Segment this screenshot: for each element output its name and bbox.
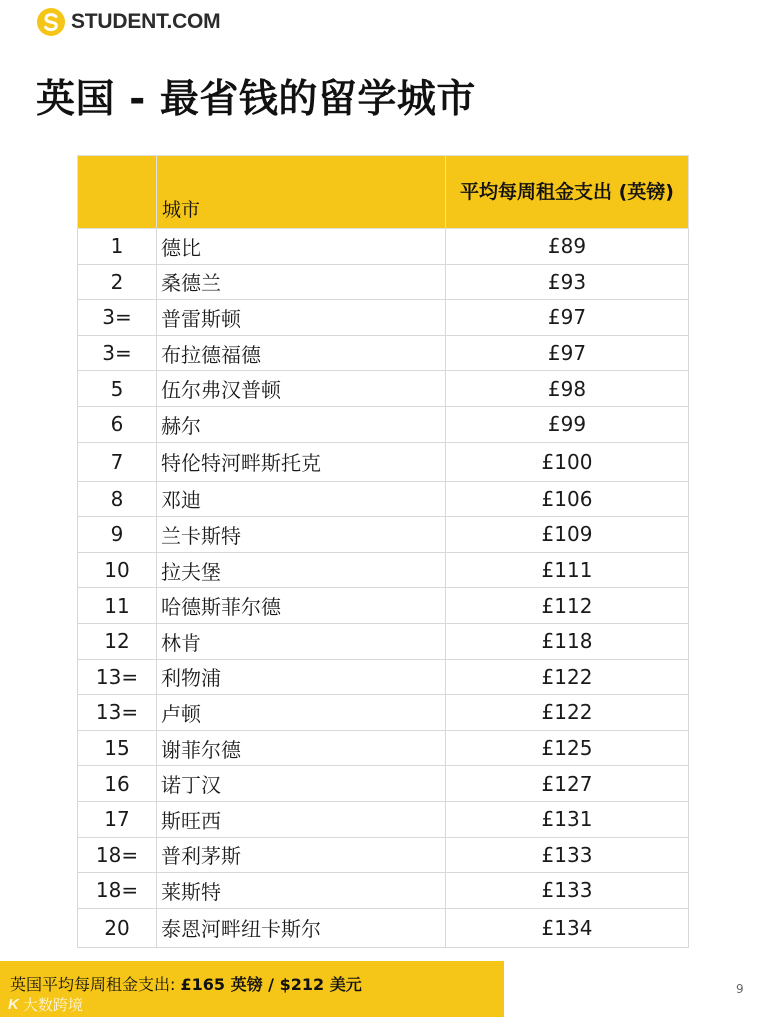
rank-cell: 1 xyxy=(78,229,157,265)
city-cell: 拉夫堡 xyxy=(157,552,446,588)
table-row xyxy=(78,264,689,300)
city-cell: 泰恩河畔纽卡斯尔 xyxy=(157,908,446,947)
rent-cell: £127 xyxy=(446,766,689,802)
table-row xyxy=(78,766,689,802)
watermark-text: 大数跨境 xyxy=(22,996,83,1014)
city-cell: 斯旺西 xyxy=(157,801,446,837)
table-row xyxy=(78,730,689,766)
city-cell: 兰卡斯特 xyxy=(157,517,446,553)
city-cell: 利物浦 xyxy=(157,659,446,695)
brand-name: STUDENT.COM xyxy=(71,10,221,33)
table-row xyxy=(78,837,689,873)
table-row xyxy=(78,623,689,659)
average-rent-label: 英国平均每周租金支出: xyxy=(10,975,176,994)
table-row xyxy=(78,406,689,442)
rent-cell: £133 xyxy=(446,837,689,873)
rent-cell: £111 xyxy=(446,552,689,588)
student-com-logo-icon xyxy=(36,7,66,37)
table-row xyxy=(78,873,689,909)
city-cell: 赫尔 xyxy=(157,406,446,442)
rent-table xyxy=(77,155,689,948)
city-cell: 谢菲尔德 xyxy=(157,730,446,766)
rank-cell: 3= xyxy=(78,335,157,371)
city-cell: 普利茅斯 xyxy=(157,837,446,873)
rent-cell: £93 xyxy=(446,264,689,300)
rank-cell: 13= xyxy=(78,659,157,695)
city-cell: 邓迪 xyxy=(157,481,446,517)
rent-cell: £133 xyxy=(446,873,689,909)
rent-cell: £109 xyxy=(446,517,689,553)
header-city: 城市 xyxy=(157,156,446,229)
rent-cell: £131 xyxy=(446,801,689,837)
rent-cell: £122 xyxy=(446,695,689,731)
rank-cell: 12 xyxy=(78,623,157,659)
table-row xyxy=(78,481,689,517)
rank-cell: 7 xyxy=(78,442,157,481)
table-row xyxy=(78,229,689,265)
page-title: 英国 - 最省钱的留学城市 xyxy=(36,77,476,122)
header-rank xyxy=(78,156,157,229)
rent-cell: £98 xyxy=(446,371,689,407)
rent-cell: £125 xyxy=(446,730,689,766)
rank-cell: 10 xyxy=(78,552,157,588)
watermark xyxy=(8,994,83,1015)
average-rent-summary xyxy=(10,972,362,995)
rank-cell: 5 xyxy=(78,371,157,407)
rent-cell: £97 xyxy=(446,300,689,336)
table-row xyxy=(78,371,689,407)
city-cell: 特伦特河畔斯托克 xyxy=(157,442,446,481)
watermark-logo-icon: K xyxy=(8,996,19,1013)
table-row xyxy=(78,442,689,481)
table-row xyxy=(78,801,689,837)
rank-cell: 16 xyxy=(78,766,157,802)
table-row xyxy=(78,517,689,553)
brand-logo xyxy=(36,6,220,38)
rent-table-body xyxy=(78,229,689,948)
city-cell: 诺丁汉 xyxy=(157,766,446,802)
table-row xyxy=(78,335,689,371)
rank-cell: 2 xyxy=(78,264,157,300)
city-cell: 卢顿 xyxy=(157,695,446,731)
rank-cell: 17 xyxy=(78,801,157,837)
page-number: 9 xyxy=(736,982,744,996)
rank-cell: 3= xyxy=(78,300,157,336)
table-row xyxy=(78,588,689,624)
rent-cell: £112 xyxy=(446,588,689,624)
city-cell: 普雷斯顿 xyxy=(157,300,446,336)
city-cell: 伍尔弗汉普顿 xyxy=(157,371,446,407)
rank-cell: 20 xyxy=(78,908,157,947)
table-row xyxy=(78,659,689,695)
footer-summary-bar xyxy=(0,961,504,1017)
table-row xyxy=(78,300,689,336)
table-row xyxy=(78,908,689,947)
city-cell: 德比 xyxy=(157,229,446,265)
rank-cell: 9 xyxy=(78,517,157,553)
city-cell: 布拉德福德 xyxy=(157,335,446,371)
rank-cell: 6 xyxy=(78,406,157,442)
table-row xyxy=(78,552,689,588)
rank-cell: 18= xyxy=(78,837,157,873)
city-cell: 哈德斯菲尔德 xyxy=(157,588,446,624)
rank-cell: 18= xyxy=(78,873,157,909)
header-weekly-rent: 平均每周租金支出 (英镑) xyxy=(446,156,689,229)
rent-cell: £99 xyxy=(446,406,689,442)
city-cell: 林肯 xyxy=(157,623,446,659)
rank-cell: 11 xyxy=(78,588,157,624)
rent-cell: £97 xyxy=(446,335,689,371)
table-row xyxy=(78,695,689,731)
table-header-row xyxy=(78,156,689,229)
rent-cell: £89 xyxy=(446,229,689,265)
rent-cell: £134 xyxy=(446,908,689,947)
rent-cell: £118 xyxy=(446,623,689,659)
rent-cell: £122 xyxy=(446,659,689,695)
rent-cell: £106 xyxy=(446,481,689,517)
rank-cell: 13= xyxy=(78,695,157,731)
rank-cell: 15 xyxy=(78,730,157,766)
rank-cell: 8 xyxy=(78,481,157,517)
rent-cell: £100 xyxy=(446,442,689,481)
city-cell: 莱斯特 xyxy=(157,873,446,909)
city-cell: 桑德兰 xyxy=(157,264,446,300)
average-rent-amount: £165 英镑 / $212 美元 xyxy=(180,975,362,994)
